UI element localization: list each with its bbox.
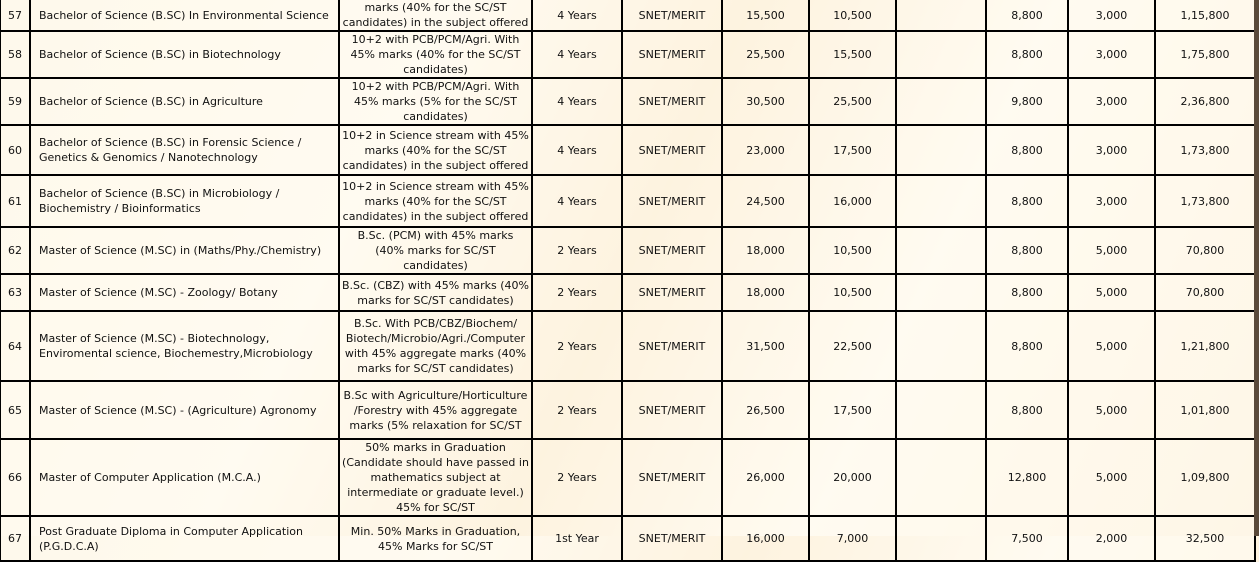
total-fee-cell: 32,500 — [1155, 516, 1255, 561]
fee-cell-1: 16,000 — [722, 516, 809, 561]
fee-cell-2: 10,500 — [809, 0, 896, 31]
course-cell: Master of Science (M.SC) - Zoology/ Botany — [30, 274, 339, 311]
duration-cell: 2 Years — [532, 381, 622, 439]
course-cell: Bachelor of Science (B.SC) in Forensic Science / Genetics & Genomics / Nanotechnology — [30, 125, 339, 175]
fee-cell-blank — [896, 31, 986, 78]
duration-cell: 2 Years — [532, 274, 622, 311]
course-cell: Post Graduate Diploma in Computer Application (P.G.D.C.A) — [30, 516, 339, 561]
table-row — [0, 125, 1255, 175]
fee-cell-4: 5,000 — [1068, 311, 1155, 381]
fee-cell-2: 17,500 — [809, 125, 896, 175]
fee-cell-2: 22,500 — [809, 311, 896, 381]
fee-cell-4: 5,000 — [1068, 227, 1155, 274]
fee-cell-2: 25,500 — [809, 78, 896, 125]
fee-cell-4: 5,000 — [1068, 274, 1155, 311]
fee-cell-3: 8,800 — [986, 175, 1068, 227]
fee-cell-1: 15,500 — [722, 0, 809, 31]
fee-cell-4: 3,000 — [1068, 31, 1155, 78]
fee-cell-4: 2,000 — [1068, 516, 1155, 561]
eligibility-cell: 10+2 with PCB/PCM/Agri. With 45% marks (5% for the SC/ST candidates) — [339, 78, 532, 125]
fee-cell-1: 26,500 — [722, 381, 809, 439]
fee-cell-3: 8,800 — [986, 274, 1068, 311]
sno-cell: 59 — [0, 78, 30, 125]
fee-cell-blank — [896, 0, 986, 31]
eligibility-cell: 50% marks in Graduation (Candidate should have passed in mathematics subject at intermediate or graduate level.) 45% for SC/ST — [339, 439, 532, 516]
fee-cell-blank — [896, 439, 986, 516]
admission-mode-cell: SNET/MERIT — [622, 0, 722, 31]
total-fee-cell: 1,21,800 — [1155, 311, 1255, 381]
table-row — [0, 311, 1255, 381]
course-cell: Bachelor of Science (B.SC) in Agriculture — [30, 78, 339, 125]
duration-cell: 2 Years — [532, 311, 622, 381]
course-cell: Master of Science (M.SC) - (Agriculture) Agronomy — [30, 381, 339, 439]
duration-cell: 4 Years — [532, 125, 622, 175]
fee-cell-4: 3,000 — [1068, 78, 1155, 125]
duration-cell: 1st Year — [532, 516, 622, 561]
duration-cell: 4 Years — [532, 31, 622, 78]
total-fee-cell: 70,800 — [1155, 227, 1255, 274]
admission-mode-cell: SNET/MERIT — [622, 125, 722, 175]
table-row — [0, 439, 1255, 516]
eligibility-cell: 10+2 with PCB/PCM/Agri. With 45% marks (40% for the SC/ST candidates) — [339, 31, 532, 78]
fee-cell-4: 5,000 — [1068, 381, 1155, 439]
table-row — [0, 175, 1255, 227]
eligibility-cell: 10+2 in Science stream with 45% marks (40% for the SC/ST candidates) in the subject offered — [339, 125, 532, 175]
admission-mode-cell: SNET/MERIT — [622, 78, 722, 125]
fee-cell-3: 12,800 — [986, 439, 1068, 516]
course-cell: Bachelor of Science (B.SC) In Environmental Science — [30, 0, 339, 31]
fee-cell-3: 8,800 — [986, 381, 1068, 439]
sno-cell: 58 — [0, 31, 30, 78]
sno-cell: 60 — [0, 125, 30, 175]
fee-cell-2: 16,000 — [809, 175, 896, 227]
total-fee-cell: 1,73,800 — [1155, 125, 1255, 175]
total-fee-cell: 1,09,800 — [1155, 439, 1255, 516]
sno-cell: 64 — [0, 311, 30, 381]
fee-cell-3: 9,800 — [986, 78, 1068, 125]
fee-cell-1: 31,500 — [722, 311, 809, 381]
admission-mode-cell: SNET/MERIT — [622, 274, 722, 311]
fee-cell-1: 30,500 — [722, 78, 809, 125]
fee-cell-4: 5,000 — [1068, 439, 1155, 516]
admission-mode-cell: SNET/MERIT — [622, 175, 722, 227]
table-row — [0, 227, 1255, 274]
fee-cell-2: 7,000 — [809, 516, 896, 561]
table-row — [0, 31, 1255, 78]
eligibility-cell: B.Sc. (CBZ) with 45% marks (40% marks for SC/ST candidates) — [339, 274, 532, 311]
fee-cell-3: 8,800 — [986, 227, 1068, 274]
fee-cell-3: 8,800 — [986, 125, 1068, 175]
table-row — [0, 78, 1255, 125]
admission-mode-cell: SNET/MERIT — [622, 311, 722, 381]
admission-mode-cell: SNET/MERIT — [622, 439, 722, 516]
duration-cell: 4 Years — [532, 0, 622, 31]
fee-cell-1: 24,500 — [722, 175, 809, 227]
admission-mode-cell: SNET/MERIT — [622, 381, 722, 439]
fee-cell-4: 3,000 — [1068, 175, 1155, 227]
fee-cell-2: 20,000 — [809, 439, 896, 516]
table-row — [0, 274, 1255, 311]
fee-cell-3: 7,500 — [986, 516, 1068, 561]
right-edge-strip — [1254, 0, 1259, 536]
fee-cell-1: 18,000 — [722, 227, 809, 274]
fee-cell-3: 8,800 — [986, 311, 1068, 381]
fee-cell-3: 8,800 — [986, 31, 1068, 78]
course-cell: Master of Computer Application (M.C.A.) — [30, 439, 339, 516]
eligibility-cell: B.Sc. With PCB/CBZ/Biochem/ Biotech/Microbio/Agri./Computer with 45% aggregate marks (40% marks for SC/ST candidates) — [339, 311, 532, 381]
total-fee-cell: 1,75,800 — [1155, 31, 1255, 78]
fee-cell-blank — [896, 125, 986, 175]
fee-cell-2: 15,500 — [809, 31, 896, 78]
duration-cell: 4 Years — [532, 78, 622, 125]
total-fee-cell: 70,800 — [1155, 274, 1255, 311]
course-cell: Master of Science (M.SC) - Biotechnology, Enviromental science, Biochemestry,Microbiology — [30, 311, 339, 381]
fee-cell-1: 26,000 — [722, 439, 809, 516]
eligibility-cell: B.Sc. (PCM) with 45% marks (40% marks for SC/ST candidates) — [339, 227, 532, 274]
eligibility-cell: Min. 50% Marks in Graduation, 45% Marks for SC/ST — [339, 516, 532, 561]
duration-cell: 2 Years — [532, 439, 622, 516]
eligibility-cell: 10+2 in Science stream with 45% marks (40% for the SC/ST candidates) in the subject offered — [339, 175, 532, 227]
total-fee-cell: 1,73,800 — [1155, 175, 1255, 227]
course-cell: Bachelor of Science (B.SC) in Biotechnology — [30, 31, 339, 78]
fee-cell-blank — [896, 78, 986, 125]
course-cell: Bachelor of Science (B.SC) in Microbiology / Biochemistry / Bioinformatics — [30, 175, 339, 227]
fee-cell-4: 3,000 — [1068, 125, 1155, 175]
total-fee-cell: 2,36,800 — [1155, 78, 1255, 125]
table-row — [0, 381, 1255, 439]
total-fee-cell: 1,15,800 — [1155, 0, 1255, 31]
fee-cell-blank — [896, 381, 986, 439]
total-fee-cell: 1,01,800 — [1155, 381, 1255, 439]
sno-cell: 62 — [0, 227, 30, 274]
sno-cell: 61 — [0, 175, 30, 227]
fee-cell-blank — [896, 175, 986, 227]
fee-cell-2: 17,500 — [809, 381, 896, 439]
sno-cell: 63 — [0, 274, 30, 311]
eligibility-cell: marks (40% for the SC/ST candidates) in the subject offered — [339, 0, 532, 31]
table-row — [0, 0, 1255, 31]
duration-cell: 2 Years — [532, 227, 622, 274]
fee-cell-3: 8,800 — [986, 0, 1068, 31]
admission-mode-cell: SNET/MERIT — [622, 516, 722, 561]
fee-cell-blank — [896, 311, 986, 381]
admission-mode-cell: SNET/MERIT — [622, 227, 722, 274]
sno-cell: 67 — [0, 516, 30, 561]
sno-cell: 66 — [0, 439, 30, 516]
sno-cell: 57 — [0, 0, 30, 31]
fee-cell-2: 10,500 — [809, 274, 896, 311]
duration-cell: 4 Years — [532, 175, 622, 227]
sno-cell: 65 — [0, 381, 30, 439]
fee-cell-1: 23,000 — [722, 125, 809, 175]
course-cell: Master of Science (M.SC) in (Maths/Phy./Chemistry) — [30, 227, 339, 274]
fee-cell-blank — [896, 516, 986, 561]
fee-cell-blank — [896, 274, 986, 311]
fee-cell-1: 18,000 — [722, 274, 809, 311]
fee-cell-4: 3,000 — [1068, 0, 1155, 31]
table-row — [0, 516, 1255, 561]
eligibility-cell: B.Sc with Agriculture/Horticulture /Forestry with 45% aggregate marks (5% relaxation for SC/ST — [339, 381, 532, 439]
fee-cell-2: 10,500 — [809, 227, 896, 274]
fee-cell-blank — [896, 227, 986, 274]
fee-cell-1: 25,500 — [722, 31, 809, 78]
admission-mode-cell: SNET/MERIT — [622, 31, 722, 78]
